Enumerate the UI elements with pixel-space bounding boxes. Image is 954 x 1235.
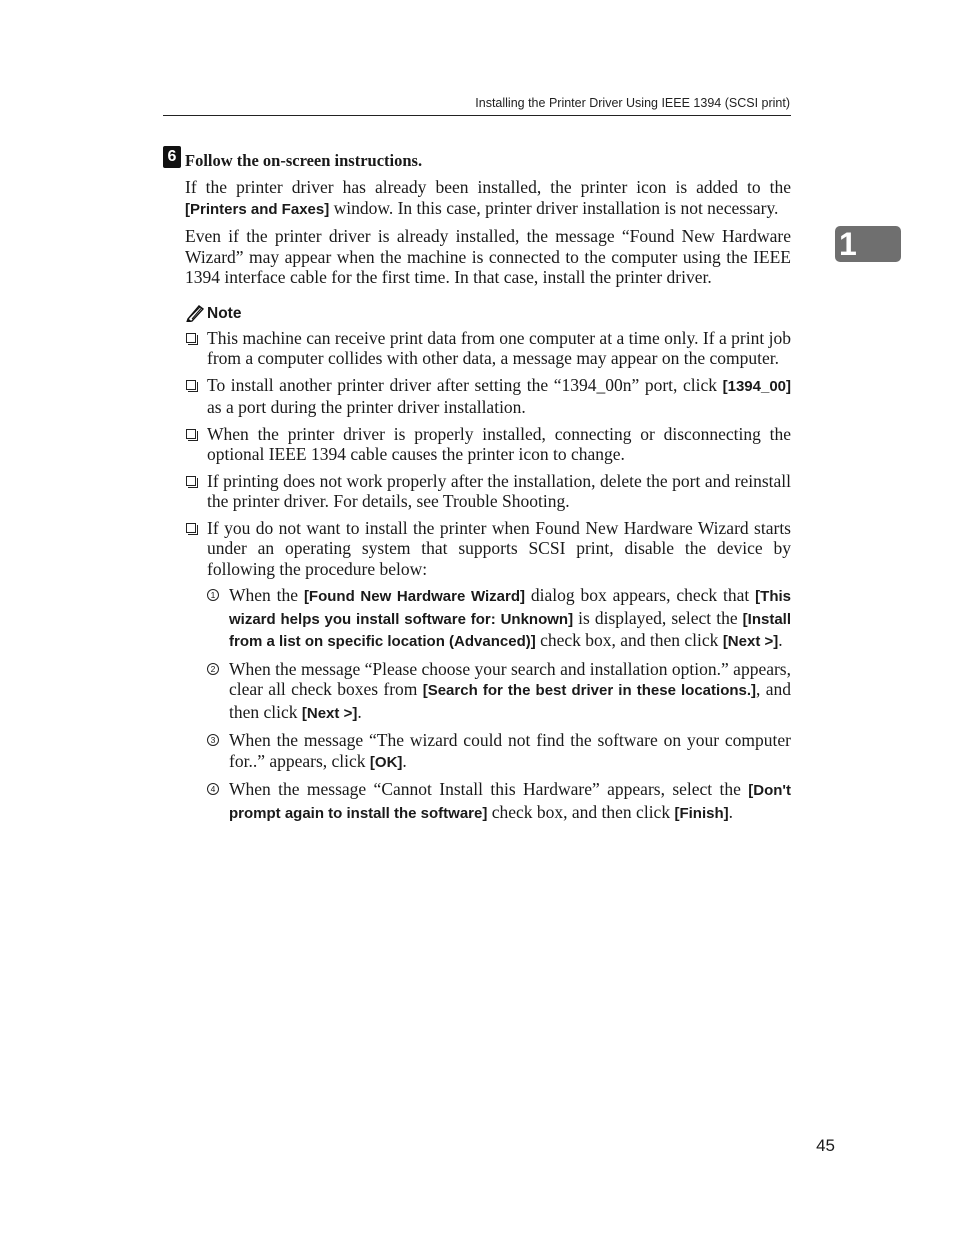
circled-number-icon: 2 (207, 663, 219, 675)
ui-label-install-from-list: [Install from a list on specific location (Advanced)] (229, 610, 791, 650)
circled-number-icon: 1 (207, 589, 219, 601)
paragraph-installed: If the printer driver has already been installed, the printer icon is added to the [Printers and Faxes] window. In this case, printer driver installation is not necessary. (185, 177, 791, 218)
substep-item: 1 When the [Found New Hardware Wizard] dialog box appears, check that [This wizard helps you install software for: Unknown] is displayed, select the [Install from a list on specific location (Advanced)] check box, and then click [Next >]. (207, 585, 791, 653)
step-body (185, 177, 791, 830)
ui-label-wizard-helps-install: [This wizard helps you install software for: Unknown] (229, 588, 791, 628)
substep-item: 3 When the message “The wizard could not find the software on your computer for..” appears, click [OK]. (207, 730, 791, 773)
substep-item: 2 When the message “Please choose your search and installation option.” appears, clear all check boxes from [Search for the best driver in these locations.], and then click [Next >]. (207, 659, 791, 725)
ui-label-dont-prompt-again: [Don't prompt again to install the software] (229, 782, 791, 822)
ui-label-1394-00: [1394_00] (722, 377, 791, 395)
note-item: When the printer driver is properly installed, connecting or disconnecting the optional IEEE 1394 cable causes the printer icon to change. (185, 424, 791, 465)
step-title: Follow the on-screen instructions. (185, 151, 423, 170)
ui-label-ok: [OK] (369, 753, 403, 771)
checkbox-bullet-icon (186, 380, 196, 390)
page-number: 45 (816, 1136, 835, 1155)
checkbox-bullet-icon (186, 333, 196, 343)
note-item: This machine can receive print data from one computer at a time only. If a print job from a computer collides with other data, a message may appear on the computer. (185, 328, 791, 369)
note-heading (185, 304, 791, 324)
ui-label-printers-and-faxes: [Printers and Faxes] (185, 200, 330, 218)
chapter-number: 1 (839, 226, 857, 262)
circled-number-icon: 3 (207, 734, 219, 746)
pencil-icon (185, 304, 205, 322)
ui-label-search-best-driver: [Search for the best driver in these locations.] (422, 682, 757, 699)
note-item: To install another printer driver after setting the “1394_00n” port, click [1394_00] as a port during the printer driver installation. (185, 375, 791, 418)
paragraph-found-new-hardware: Even if the printer driver is already installed, the message “Found New Hardware Wizard” may appear when the machine is connected to the computer using the IEEE 1394 interface cable for the first time. In that case, install the printer driver. (185, 226, 791, 287)
procedure-substeps (207, 585, 791, 824)
ui-label-next: [Next >] (301, 704, 358, 722)
note-list (185, 328, 791, 825)
checkbox-bullet-icon (186, 523, 196, 533)
checkbox-bullet-icon (186, 476, 196, 486)
ui-label-next: [Next >] (722, 633, 779, 650)
substep-item: 4 When the message “Cannot Install this Hardware” appears, select the [Don't prompt again to install the software] check box, and then click [Finish]. (207, 779, 791, 824)
note-item: If you do not want to install the printer when Found New Hardware Wizard starts under an operating system that supports SCSI print, disable the device by following the procedure below: 1 When the [Found New Hardware Wizard] dialog box appears, check that [This wizard helps you install software for: Unknown] is displayed, select the [Install from a list on specific location (Advanced)] check box, and then click [Next >]. 2 When the message “Please choose your search and installation option.” appears, clear all check boxes from [Search for the best driver in these locations.], and then click [Next >]. 3 When the message “The wizard could not find the software on your computer for..” appears, click [OK]. 4 When the message “Cannot Install this Hardware” appears, select the [Don't prompt again to install the software] check box, and then click [Finish]. (185, 518, 791, 825)
circled-number-icon: 4 (207, 783, 219, 795)
step-number-badge: 6 (163, 146, 181, 168)
ui-label-finish: [Finish] (674, 804, 729, 822)
note-item: If printing does not work properly after the installation, delete the port and reinstall the printer driver. For details, see Trouble Shooting. (185, 471, 791, 512)
note-label: Note (207, 304, 242, 322)
chapter-tab (835, 226, 901, 262)
checkbox-bullet-icon (186, 429, 196, 439)
running-header: Installing the Printer Driver Using IEEE 1394 (SCSI print) (475, 96, 790, 110)
ui-label-found-new-hardware-wizard: [Found New Hardware Wizard] (303, 588, 526, 605)
header-rule (163, 115, 791, 116)
